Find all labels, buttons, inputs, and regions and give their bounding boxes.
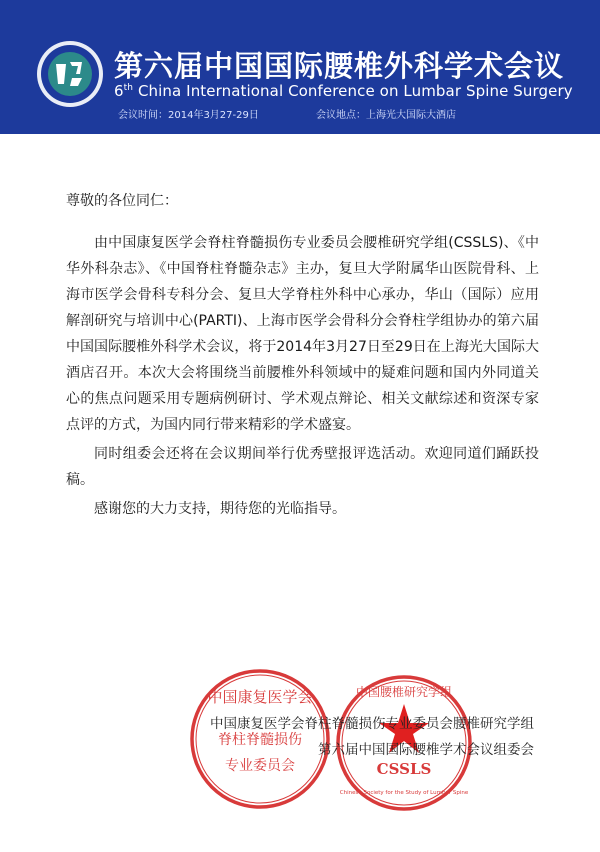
edition-suffix: th — [123, 83, 134, 93]
signatory-1: 中国康复医学会脊柱脊髓损伤专业委员会腰椎研究学组 — [210, 716, 534, 732]
meeting-venue: 会议地点：上海光大国际大酒店 — [316, 110, 456, 121]
seal-right-bottom-text: Chinese Society for the Study of Lumbar Spine — [339, 790, 469, 796]
letter-body — [66, 230, 539, 525]
meeting-time: 会议时间：2014年3月27-29日 — [118, 110, 259, 121]
conference-title-cn: 第六届中国国际腰椎外科学术会议 — [114, 49, 565, 83]
conference-title-en — [114, 82, 573, 100]
edition-number: 6 — [114, 82, 124, 100]
paragraph-poster: 同时组委会还将在会议期间举行优秀壁报评选活动。欢迎同道们踊跃投稿。 — [66, 446, 539, 488]
paragraph-thanks: 感谢您的大力支持，期待您的光临指导。 — [94, 501, 346, 517]
conference-logo-icon — [36, 40, 104, 108]
paragraph-intro: 由中国康复医学会脊柱脊髓损伤专业委员会腰椎研究学组(CSSLS)、《中华外科杂志》、《中国脊柱脊髓杂志》主办，复旦大学附属华山医院骨科、上海市医学会骨科专科分会、复旦大学脊柱外科中心承办，华山（国际）应用解剖研究与培训中心(PARTI)、上海市医学会骨科分会脊柱学组协办的第六届中国国际腰椎外科学术会议，将于2014年3月27日至29日在上海光大国际大酒店召开。本次大会将围绕当前腰椎外科领域中的疑难问题和国内外同道关心的焦点问题采用专题病例研讨、学术观点辩论、相关文献综述和资深专家点评的方式，为国内同行带来精彩的学术盛宴。 — [66, 235, 539, 433]
salutation: 尊敬的各位同仁： — [66, 193, 178, 209]
conference-title-en-rest: China International Conference on Lumbar Spine Surgery — [133, 82, 573, 100]
signatory-2: 第六届中国国际腰椎学术会议组委会 — [318, 742, 534, 758]
header-banner — [0, 0, 600, 134]
seal-right-top-text: 中国腰椎研究学组 — [355, 685, 453, 699]
seal-left-top-text: 中国康复医学会 — [207, 688, 313, 706]
seal-left-center-text: 脊柱脊髓损伤 — [218, 732, 302, 748]
official-seal-left — [189, 668, 331, 810]
seal-left-bottom-text: 专业委员会 — [225, 758, 295, 774]
seal-right-center-text: CSSLS — [376, 760, 432, 778]
